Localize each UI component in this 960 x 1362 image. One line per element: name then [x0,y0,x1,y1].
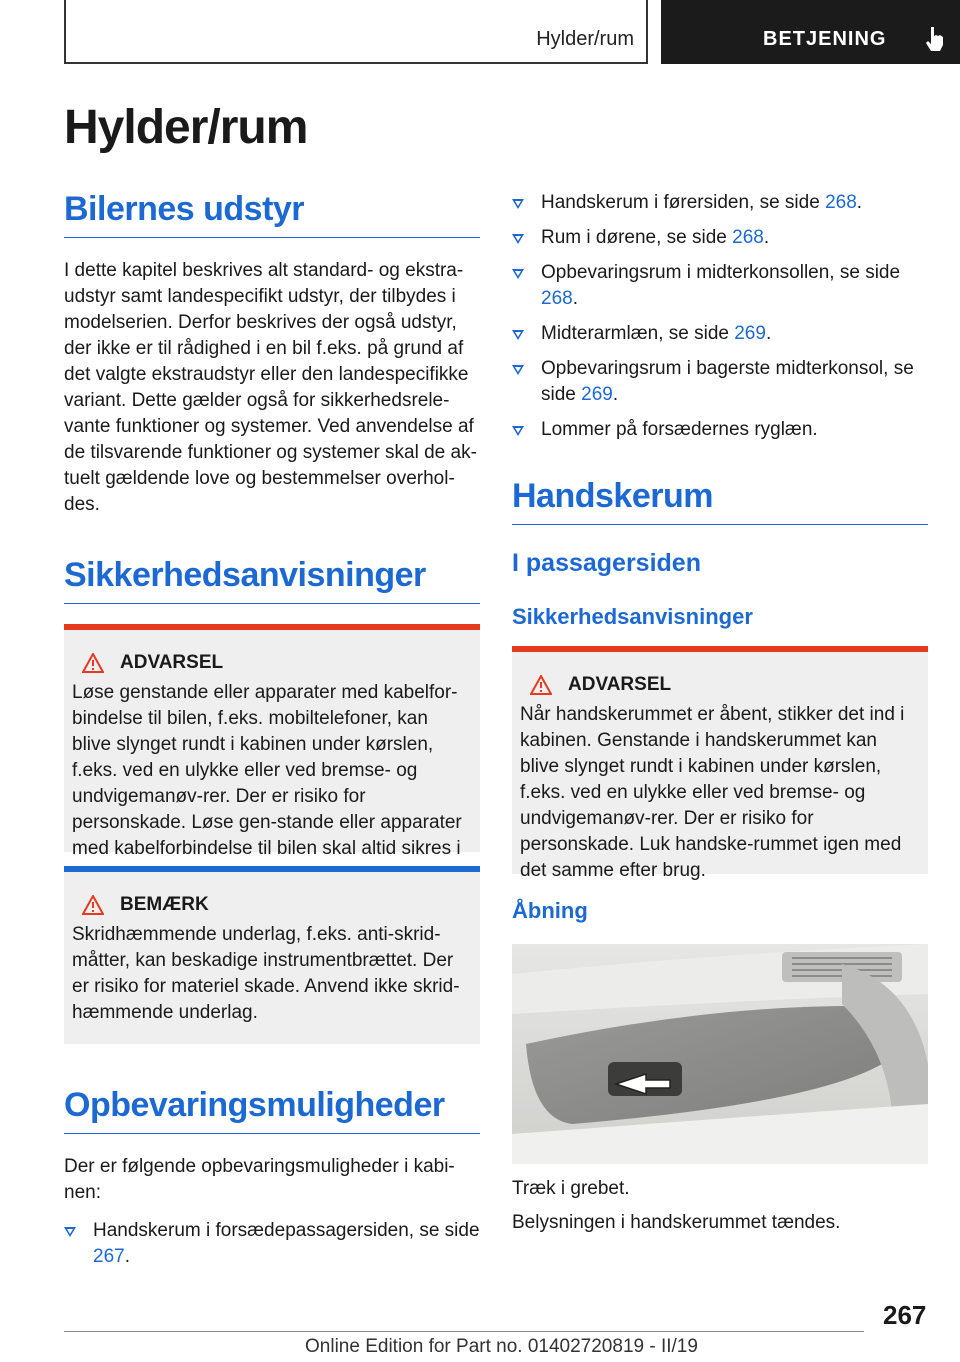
page-number: 267 [883,1300,927,1330]
page-link[interactable]: 268 [732,227,764,248]
heading-storage: Opbevaringsmuligheder [64,1086,480,1134]
heading-opening: Åbning [512,898,588,923]
warning-title: ADVARSEL [120,652,224,673]
warning-box-right [512,646,928,881]
note-text: Skridhæmmende underlag, f.eks. anti-skrid-måtter, kan beskadige instrumentbrættet. Der er risiko for materiel skade. Anvend ikke skrid-hæmmende underlag. [72,924,460,1023]
list-item: Midterarmlæn, se side 269. [512,321,928,347]
heading-safety: Sikkerhedsanvisninger [64,556,480,604]
list-item: Lommer på forsædernes ryglæn. [512,417,928,443]
bullet-triangle-icon [512,426,524,436]
list-item: Rum i dørene, se side 268. [512,225,928,251]
heading-passenger-side: I passagersiden [512,549,701,577]
page-link[interactable]: 269 [734,323,766,344]
bullet-triangle-icon [64,1227,76,1237]
bullet-triangle-icon [512,199,524,209]
glovebox-photo [512,944,928,1164]
page-link[interactable]: 268 [825,192,857,213]
warning-text: Løse genstande eller apparater med kabelfor-bindelse til bilen, f.eks. mobiltelefoner, kan blive slynget rundt i kabinen under kørslen, f.eks. ved en ulykke eller ved bremse- og undvigemanøv-rer. Der er risiko for personskade. Løse gen-stande eller apparater med kabelforbindelse til bilen skal altid sikres i [72,682,462,859]
warning-title: ADVARSEL [568,674,672,695]
left-column [64,190,480,1279]
bullet-triangle-icon [512,234,524,244]
list-item: Handskerum i førersiden, se side 268. [512,190,928,216]
light-text: Belysningen i handskerummet tændes. [512,1212,841,1233]
note-box [64,866,480,1044]
header-chapter-tab[interactable] [661,0,960,64]
page-link[interactable]: 268 [541,288,573,309]
right-column [512,190,928,1236]
footer-edition: Online Edition for Part no. 01402720819 - II/19 [305,1336,698,1357]
header-section-title: Hylder/rum [536,28,634,50]
heading-safety-right: Sikkerhedsanvisninger [512,604,753,629]
bullet-triangle-icon [512,365,524,375]
page-link[interactable]: 267 [93,1246,125,1267]
warning-box [64,624,480,859]
page-link[interactable]: 269 [581,384,613,405]
warning-triangle-icon [530,675,552,695]
header-chapter-label: BETJENING [763,28,887,50]
bullet-triangle-icon [512,269,524,279]
heading-glovebox: Handskerum [512,477,928,525]
warning-triangle-icon [82,653,104,673]
pull-handle-text: Træk i grebet. [512,1178,630,1199]
storage-paragraph: Der er følgende opbevaringsmuligheder i kabi-nen: [64,1156,455,1203]
list-item: Opbevaringsrum i bagerste midterkonsol, se side 269. [512,356,928,408]
storage-list-right [512,190,928,443]
list-item: Handskerum i forsædepassagersiden, se side 267. [64,1218,480,1270]
warning-text: Når handskerummet er åbent, stikker det ind i kabinen. Genstande i handskerummet kan blive slynget rundt i kabinen under kørslen, f.eks. ved en ulykke eller ved bremse- og undvigemanøv-rer. Der er risiko for personskade. Luk handske-rummet igen med det samme efter brug. [520,704,905,881]
bullet-triangle-icon [512,330,524,340]
list-item: Opbevaringsrum i midterkonsollen, se side 268. [512,260,928,312]
equipment-paragraph: I dette kapitel beskrives alt standard- og ekstra-udstyr samt landespecifikt udstyr, der tilbydes i modelserien. Derfor beskrives der også udstyr, der ikke er til rådighed i en bil f.eks. på grund af det valgte ekstraudstyr eller den landespecifikke variant. Dette gælder også for sikkerhedsrele-vante funktioner og systemer. Ved anvendelse af de tilsvarende funktioner og systemer skal de ak-tuelt gældende love og bestemmelser overhol-des. [64,260,477,515]
page-title: Hylder/rum [64,101,308,154]
storage-list-left [64,1218,480,1270]
warning-triangle-icon [82,895,104,915]
pointing-hand-icon [923,26,945,52]
footer-divider [64,1331,864,1332]
heading-equipment: Bilernes udstyr [64,190,480,238]
note-title: BEMÆRK [120,894,209,915]
